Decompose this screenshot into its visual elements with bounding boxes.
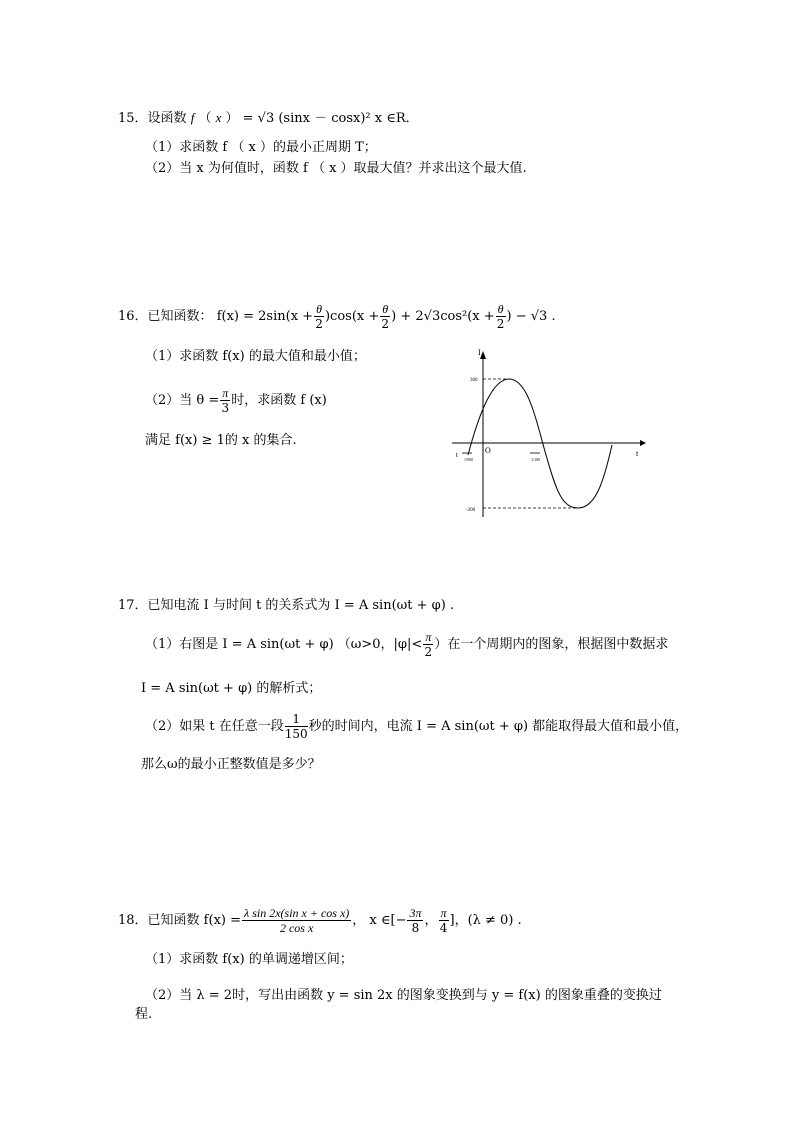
q17-part1 xyxy=(145,630,668,660)
q18-stem-c: ]，(λ ≠ 0) . xyxy=(449,913,522,928)
q18-stem-a: 已知函数 f(x) = xyxy=(147,913,241,928)
q16-number: 16． xyxy=(118,309,148,324)
q16-part1: （1）求函数 f(x) 的最大值和最小值； xyxy=(145,349,366,364)
q15-part2: （2）当 x 为何值时，函数 f （ x ）取最大值？并求出这个最大值. xyxy=(145,161,527,176)
q17-stem-text: 已知电流 I 与时间 t 的关系式为 I = A sin(ωt + φ) . xyxy=(147,598,455,613)
q18-number: 18． xyxy=(118,913,148,928)
q17-part2-b: 秒的时间内，电流 I = A sin(ωt + φ) 都能取得最大值和最小值， xyxy=(308,719,689,734)
q16-stem xyxy=(118,302,556,332)
q16-frac-1: $\frac{\theta}{2}$ xyxy=(315,302,323,331)
max-label: 300 xyxy=(470,378,478,383)
right-tick-label: 1/180 xyxy=(531,457,541,462)
y-axis-arrow xyxy=(480,351,486,359)
q16-frac-2: $\frac{\theta}{2}$ xyxy=(381,302,390,331)
q18-main-frac: $\frac{\text{λ sin 2x(sin x + cos x)}}{\text{2 cos x}}$ xyxy=(244,906,350,935)
q17-number: 17． xyxy=(118,598,148,613)
q17-part1-c: I = A sin(ωt + φ) 的解析式； xyxy=(141,681,322,696)
q16-frac-pi3: $\frac{\pi}{3}$ xyxy=(221,386,230,415)
q18-frac-pi4: $\frac{\pi}{4}$ xyxy=(439,906,448,935)
q16-part2 xyxy=(145,386,327,416)
q15-expression: √3 (sinx － cosx)² x ∈R． xyxy=(257,111,419,126)
q18-stem xyxy=(118,904,522,938)
q15-stem-text: 设函数 xyxy=(147,111,187,126)
q16-formula-a: f(x) = 2sin(x + xyxy=(216,309,314,324)
sine-graph xyxy=(450,345,650,520)
q17-part2-a: （2）如果 t 在任意一段 xyxy=(145,719,284,734)
q17-frac-1-150: $\frac{1}{150}$ xyxy=(284,712,308,741)
q16-formula-c: ) + 2√3cos²(x + xyxy=(391,309,495,324)
min-label: -300 xyxy=(466,508,476,513)
q17-part1-b: ）在一个周期内的图象，根据图中数据求 xyxy=(434,637,669,652)
q16-part2-a: （2）当 θ = xyxy=(145,393,220,408)
q18-part2: （2）当 λ = 2时，写出由函数 y = sin 2x 的图象变换到与 y = f(x) 的图象重叠的变换过 xyxy=(145,988,662,1003)
q18-sep: ， xyxy=(424,913,438,928)
q16-part3: 满足 f(x) ≥ 1的 x 的集合. xyxy=(145,433,297,448)
x-axis-arrow xyxy=(640,440,646,446)
q16-stem-text: 已知函数： xyxy=(147,309,213,324)
q15-number: 15． xyxy=(118,111,148,126)
q16-formula-b: )cos(x + xyxy=(324,309,380,324)
q15-f: f xyxy=(190,110,195,125)
q18-stem-b: ， x ∈[− xyxy=(352,913,407,928)
q18-part2-cont: 程. xyxy=(135,1007,153,1022)
graph-y-label: I xyxy=(478,348,481,357)
q17-frac-pi2: $\frac{\pi}{2}$ xyxy=(424,630,433,659)
q18-frac-3pi8: $\frac{3\pi}{8}$ xyxy=(409,906,422,935)
q16-formula-d: ) − √3 . xyxy=(506,309,556,324)
graph-origin-label: O xyxy=(485,446,491,455)
left-tick-label: 1/900 xyxy=(464,457,474,462)
t-left-label: t xyxy=(456,451,458,459)
graph-x-label: t xyxy=(636,449,639,458)
q16-part2-b: 时，求函数 f (x) xyxy=(231,393,327,408)
q15-stem: 15．设函数 f （ x ） = √3 (sinx － cosx)² x ∈R． xyxy=(118,110,419,126)
q16-frac-3: $\frac{\theta}{2}$ xyxy=(496,302,505,331)
q18-part1: （1）求函数 f(x) 的单调递增区间； xyxy=(145,952,353,967)
q15-x: x xyxy=(215,110,222,125)
q17-stem xyxy=(118,597,454,615)
q17-part2 xyxy=(145,712,688,742)
q17-part1-a: （1）右图是 I = A sin(ωt + φ) （ω>0，|φ|< xyxy=(145,637,423,652)
q17-part2-c: 那么ω的最小正整数值是多少？ xyxy=(141,757,321,772)
q15-part1: （1）求函数 f （ x ）的最小正周期 T； xyxy=(145,140,377,155)
